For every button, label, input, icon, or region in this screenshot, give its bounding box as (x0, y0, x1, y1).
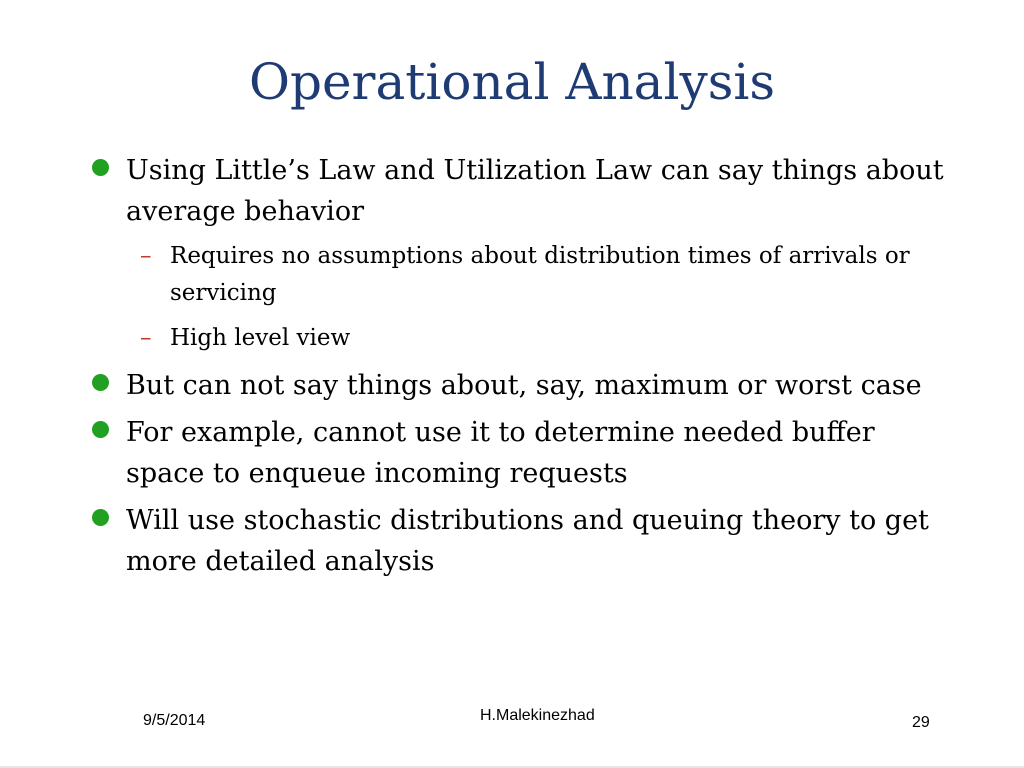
sub-bullet-item (90, 320, 950, 357)
bullet-text: For example, cannot use it to determine needed buffer space to enqueue incoming requests (126, 417, 875, 489)
bullet-text: Using Little’s Law and Utilization Law can say things about average behavior (126, 155, 944, 227)
sub-bullet-text: High level view (170, 325, 351, 351)
bullet-item (90, 412, 950, 494)
bullet-item (90, 500, 950, 582)
slide-title: Operational Analysis (248, 53, 776, 111)
dash-icon: – (140, 325, 152, 351)
bullet-dot-icon (92, 374, 109, 391)
bullet-dot-icon (92, 421, 109, 438)
sub-bullet-item (90, 238, 950, 312)
footer-date: 9/5/2014 (143, 712, 206, 729)
bullet-text: Will use stochastic distributions and queuing theory to get more detailed analysis (126, 505, 929, 577)
page-number: 29 (912, 714, 930, 731)
sub-bullet-text: Requires no assumptions about distribution times of arrivals or servicing (170, 243, 910, 306)
bullet-item (90, 365, 950, 406)
footer-author: H.Malekinezhad (480, 707, 595, 724)
bullet-dot-icon (92, 509, 109, 526)
dash-icon: – (140, 243, 152, 269)
bullet-item (90, 150, 950, 232)
bullet-text: But can not say things about, say, maximum or worst case (126, 370, 922, 401)
slide-body (90, 150, 950, 588)
bullet-dot-icon (92, 159, 109, 176)
